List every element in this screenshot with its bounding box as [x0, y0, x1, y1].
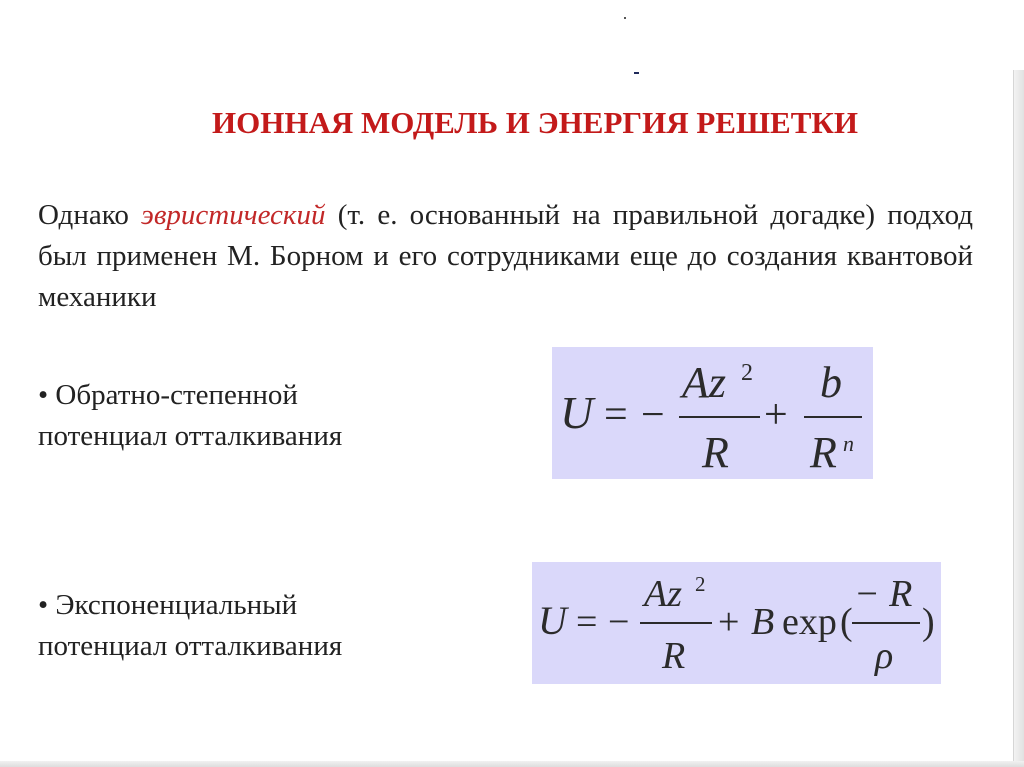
formula-numerator-2: b — [820, 358, 842, 407]
bullet-label-line2: потенциал отталкивания — [38, 420, 343, 452]
bullet-exponential-potential — [38, 585, 342, 667]
formula-numerator-1: Az — [644, 573, 682, 615]
slide-title: ИОННАЯ МОДЕЛЬ И ЭНЕРГИЯ РЕШЕТКИ — [212, 105, 858, 140]
formula-minus: − — [608, 601, 630, 643]
formula-left-paren: ( — [840, 601, 853, 643]
bullet-label-line1: Обратно-степенной — [55, 379, 298, 411]
intro-text-rest: (т. е. основанный на правильной догадке) подход был применен М. Борном и его сотрудниками еще до создания квантовой механики — [38, 199, 973, 313]
formula-minus: − — [641, 392, 665, 438]
scan-speck — [624, 17, 626, 19]
formula-denominator-2-exponent: n — [843, 431, 854, 456]
formula-plus: + — [764, 392, 788, 438]
formula-numerator-1-exponent: 2 — [741, 360, 753, 386]
formula-equals: = — [576, 601, 598, 643]
bullet-label-line2: потенциал отталкивания — [38, 630, 343, 662]
formula-exponential-svg — [532, 562, 941, 684]
formula-inner-numerator: − R — [854, 573, 913, 615]
slide-right-edge — [1013, 70, 1024, 767]
formula-equals: = — [604, 392, 628, 438]
formula-coefficient: B — [751, 601, 775, 643]
formula-inner-denominator: ρ — [875, 635, 894, 677]
bullet-marker: • — [38, 589, 49, 621]
formula-function-exp: exp — [782, 601, 837, 643]
formula-denominator-1: R — [702, 428, 729, 477]
formula-numerator-1: Az — [682, 358, 726, 407]
slide-bottom-edge — [0, 761, 1024, 767]
formula-exponential — [532, 562, 941, 684]
formula-denominator-2: R — [810, 428, 837, 477]
bullet-power-law-potential — [38, 375, 342, 457]
formula-power-law — [552, 347, 873, 479]
formula-numerator-1-exponent: 2 — [695, 572, 706, 596]
intro-text-start: Однако — [38, 199, 142, 231]
formula-lhs: U — [560, 387, 594, 438]
formula-denominator-1: R — [662, 635, 686, 677]
intro-highlight-term: эвристический — [141, 199, 326, 231]
formula-lhs: U — [538, 598, 567, 643]
intro-paragraph — [38, 195, 973, 318]
bullet-label-line1: Экспоненциальный — [55, 589, 298, 621]
formula-plus: + — [718, 601, 740, 643]
formula-power-law-svg — [552, 347, 873, 479]
bullet-marker: • — [38, 379, 49, 411]
formula-right-paren: ) — [922, 601, 935, 643]
scan-speck — [634, 72, 639, 74]
